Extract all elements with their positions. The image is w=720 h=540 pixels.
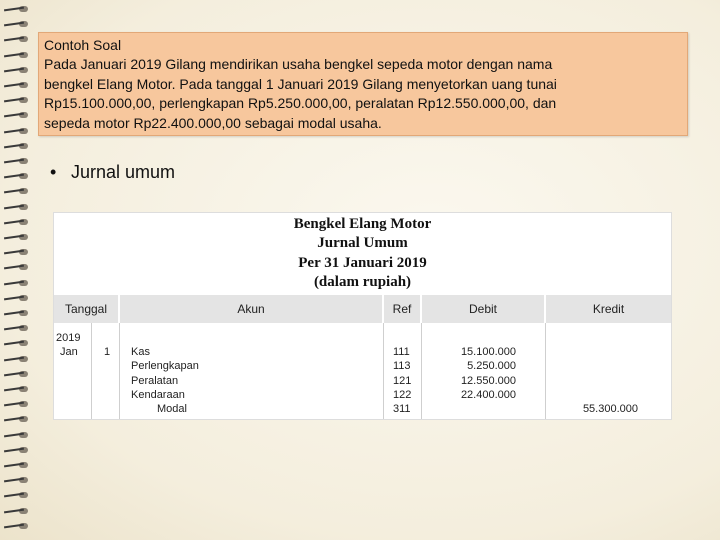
ref-cell: 121	[393, 374, 412, 387]
bullet-item	[50, 162, 175, 183]
account-cell: Kendaraan	[131, 388, 185, 401]
spiral-binding	[0, 0, 34, 540]
debit-cell: 22.400.000	[460, 388, 516, 401]
binding-loop	[4, 82, 30, 88]
debit-cell: 15.100.000	[460, 346, 516, 358]
binding-loop	[4, 97, 30, 103]
binding-loop	[4, 143, 30, 149]
example-line: bengkel Elang Motor. Pada tanggal 1 Januari 2019 Gilang menyetorkan uang tunai	[44, 75, 557, 92]
example-line: Pada Januari 2019 Gilang mendirikan usaha bengkel sepeda motor dengan nama	[44, 56, 553, 72]
ref-cell: 113	[393, 360, 411, 373]
debit-cell: 5.250.000	[467, 360, 516, 373]
binding-loop	[4, 128, 30, 134]
binding-loop	[4, 67, 30, 73]
binding-loop	[4, 371, 30, 377]
binding-loop	[4, 6, 30, 12]
binding-loop	[4, 264, 30, 270]
binding-loop	[4, 173, 30, 179]
binding-loop	[4, 204, 30, 210]
journal-period: Per 31 Januari 2019	[298, 255, 427, 271]
ref-cell: 122	[393, 388, 412, 401]
binding-loop	[4, 523, 30, 529]
account-cell: Peralatan	[131, 374, 179, 387]
column-divider	[383, 323, 384, 419]
journal-title: Jurnal Umum	[317, 235, 408, 251]
binding-loop	[4, 416, 30, 422]
binding-loop	[4, 462, 30, 468]
column-divider	[119, 323, 120, 419]
account-cell: Modal	[157, 403, 187, 416]
header-credit: Kredit	[546, 295, 671, 323]
binding-loop	[4, 386, 30, 392]
header-date: Tanggal	[54, 295, 118, 323]
header-debit: Debit	[422, 295, 544, 323]
binding-loop	[4, 310, 30, 316]
ref-cell: 311	[393, 403, 411, 416]
binding-loop	[4, 249, 30, 255]
ref-cell: 111	[393, 346, 410, 358]
binding-loop	[4, 508, 30, 514]
company-name: Bengkel Elang Motor	[293, 216, 432, 232]
credit-cell: 55.300.000	[582, 403, 638, 416]
journal-image	[53, 212, 672, 420]
binding-loop	[4, 401, 30, 407]
example-title: Contoh Soal	[44, 37, 122, 53]
binding-loop	[4, 447, 30, 453]
account-cell: Perlengkapan	[131, 360, 199, 373]
binding-loop	[4, 340, 30, 346]
journal-unit: (dalam rupiah)	[313, 274, 412, 290]
bullet-text: Jurnal umum	[71, 162, 176, 182]
binding-loop	[4, 477, 30, 483]
bullet-icon: •	[50, 162, 57, 182]
binding-loop	[4, 325, 30, 331]
column-divider	[91, 323, 92, 419]
binding-loop	[4, 219, 30, 225]
example-line: sepeda motor Rp22.400.000,00 sebagai modal usaha.	[44, 114, 382, 131]
binding-loop	[4, 36, 30, 42]
example-text	[44, 55, 684, 133]
entry-day: 1	[104, 346, 111, 358]
binding-loop	[4, 188, 30, 194]
binding-loop	[4, 112, 30, 118]
binding-loop	[4, 21, 30, 27]
binding-loop	[4, 492, 30, 498]
debit-cell: 12.550.000	[460, 374, 516, 387]
example-box	[38, 32, 688, 136]
binding-loop	[4, 158, 30, 164]
entry-year: 2019	[56, 332, 81, 344]
binding-loop	[4, 234, 30, 240]
column-divider	[421, 323, 422, 419]
binding-loop	[4, 356, 30, 362]
entry-month: Jan	[60, 346, 78, 358]
column-divider	[545, 323, 546, 419]
header-ref: Ref	[384, 295, 420, 323]
account-cell: Kas	[131, 346, 150, 358]
binding-loop	[4, 295, 30, 301]
example-line: Rp15.100.000,00, perlengkapan Rp5.250.000,00, peralatan Rp12.550.000,00, dan	[44, 95, 557, 111]
binding-loop	[4, 52, 30, 58]
binding-loop	[4, 280, 30, 286]
binding-loop	[4, 432, 30, 438]
header-account: Akun	[120, 295, 382, 323]
